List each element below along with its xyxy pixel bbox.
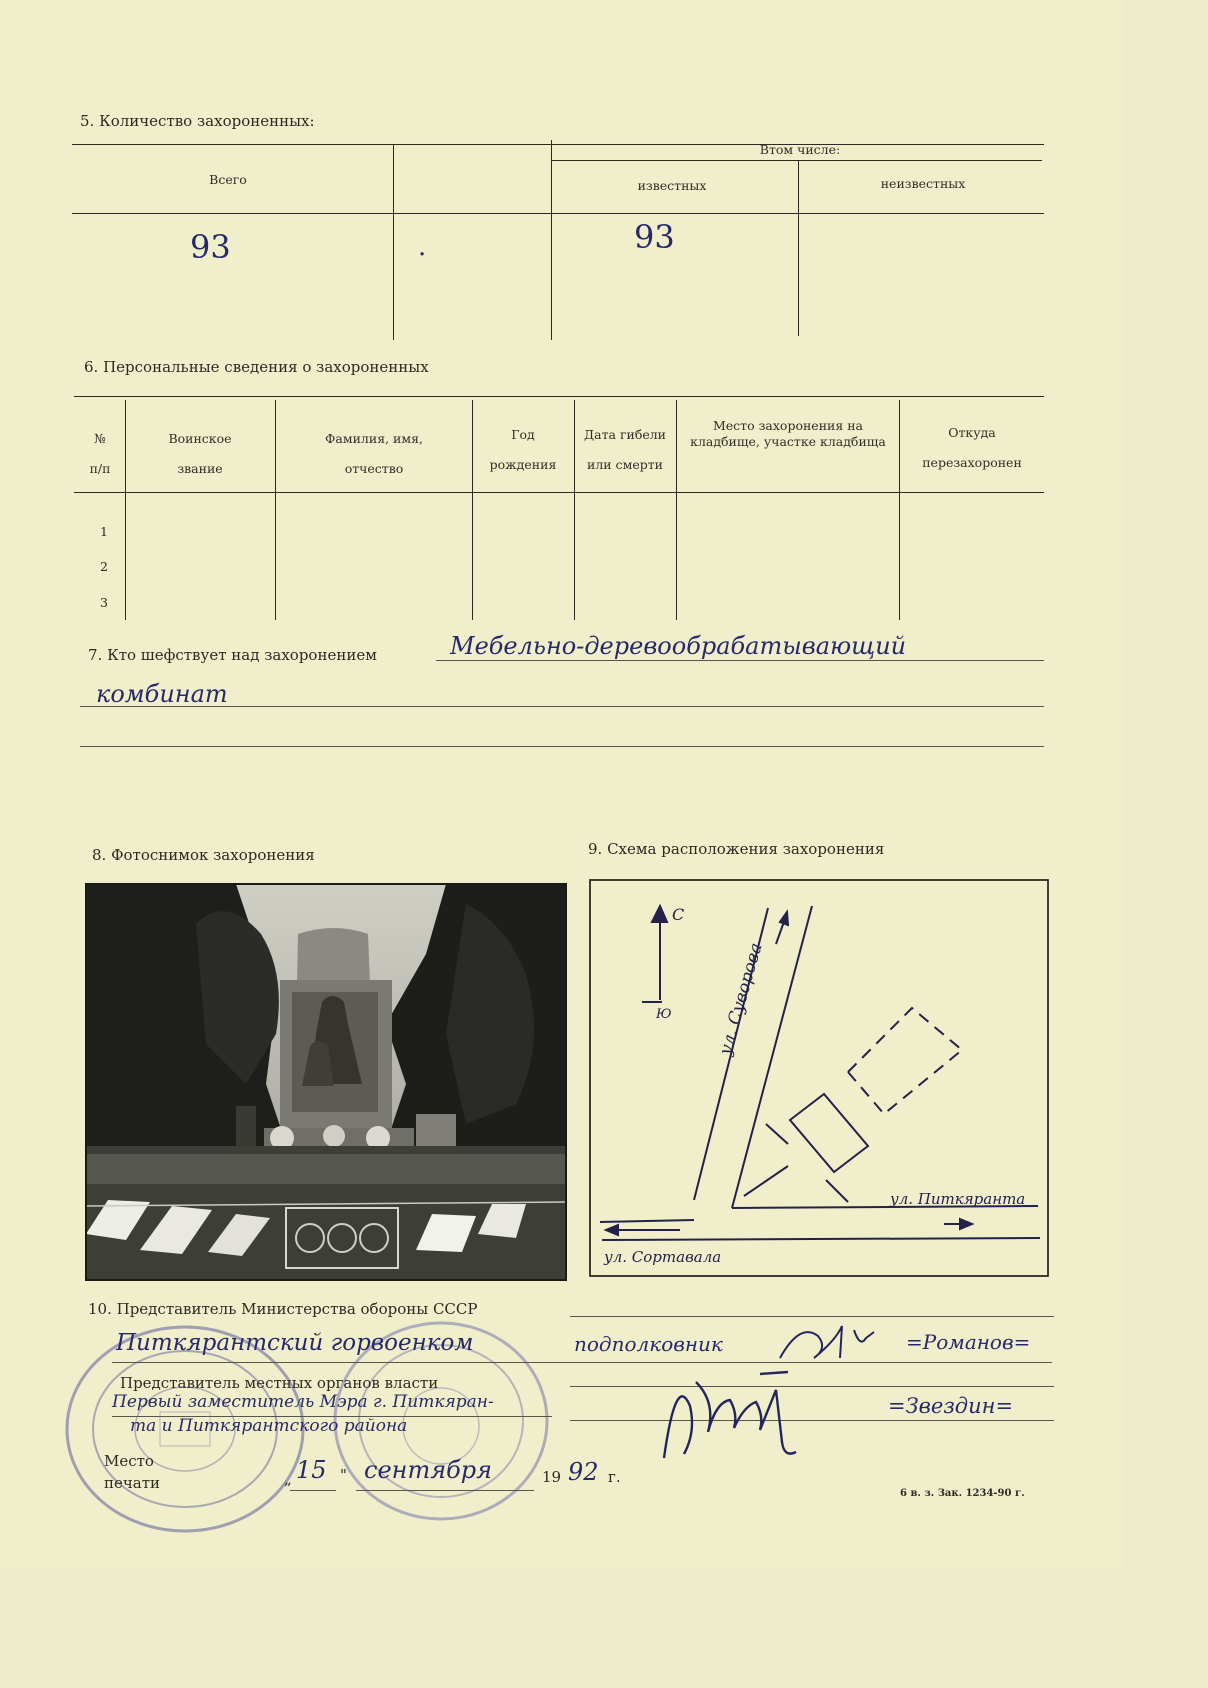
- header-name: Фамилия, имя, отчество: [325, 431, 423, 476]
- mo-organization: Питкярантский горвоенком: [116, 1330, 474, 1356]
- patron-organization-cont: комбинат: [96, 680, 228, 708]
- header-reburied-from: Откуда перезахоронен: [922, 425, 1022, 470]
- col-unknown-header: неизвестных: [880, 176, 966, 191]
- table6-divider: [676, 400, 677, 620]
- mo-signature: [770, 1318, 890, 1368]
- patron-organization: Мебельно-деревообрабатывающий: [450, 632, 907, 660]
- row-number: 1: [100, 524, 108, 539]
- mo-representative-name: =Романов=: [906, 1330, 1031, 1354]
- table6-divider: [275, 400, 276, 620]
- section6-title: 6. Персональные сведения о захороненных: [84, 358, 429, 376]
- value-known: 93: [634, 218, 675, 256]
- date-year-prefix: 19: [542, 1468, 562, 1486]
- signature-line: [112, 1362, 1052, 1363]
- table5-header-bottom: [72, 213, 1044, 214]
- table6-divider: [574, 400, 575, 620]
- street-pitkyaranta-label: ул. Питкяранта: [890, 1190, 1026, 1208]
- south-label: Ю: [656, 1007, 672, 1022]
- north-label: С: [672, 905, 685, 924]
- date-year-suffix: 92: [568, 1458, 599, 1486]
- table6-divider: [899, 400, 900, 620]
- mo-rank: подполковник: [574, 1332, 723, 1356]
- row-number: 3: [100, 595, 108, 610]
- memorial-photo: [86, 884, 566, 1280]
- row-number: 2: [100, 559, 108, 574]
- header-birth-year: Год рождения: [489, 427, 557, 472]
- table5-divider: [798, 160, 799, 336]
- col-including-header: Втом числе:: [759, 142, 841, 157]
- local-rep-position-cont: та и Питкярантского района: [130, 1416, 408, 1436]
- section5-title: 5. Количество захороненных:: [80, 112, 315, 130]
- table6-divider: [125, 400, 126, 620]
- stamp-label: печати: [104, 1474, 161, 1492]
- date-day-line: [290, 1490, 336, 1491]
- table5-divider: [393, 144, 394, 340]
- table5-divider: [551, 140, 552, 340]
- local-rep-position: Первый заместитель Мэра г. Питкяран-: [112, 1392, 494, 1412]
- date-day: 15: [296, 1456, 327, 1484]
- date-month: сентября: [364, 1456, 493, 1484]
- local-rep-signature: [656, 1362, 816, 1470]
- location-scheme: [590, 878, 1050, 1278]
- header-rank: Воинское звание: [168, 431, 232, 476]
- print-code: 6 в. з. Зак. 1234-90 г.: [900, 1488, 1025, 1499]
- section9-title: 9. Схема расположения захоронения: [588, 840, 885, 858]
- place-label: Место: [104, 1452, 154, 1470]
- street-suvorova-label: ул. Суворова: [715, 940, 767, 1058]
- date-quote-close: ": [340, 1466, 347, 1484]
- col-total-header: Всего: [209, 172, 247, 187]
- table5-subheader-line: [552, 160, 1042, 161]
- section7-answer-line: [436, 660, 1044, 661]
- date-suffix: г.: [608, 1468, 621, 1486]
- signature-line: [570, 1316, 1054, 1317]
- header-death-date: Дата гибели или смерти: [583, 427, 667, 472]
- section7-label: 7. Кто шефствует над захоронением: [88, 646, 377, 664]
- street-sortavala-label: ул. Сортавала: [604, 1248, 722, 1266]
- local-representative-name: =Звездин=: [888, 1394, 1014, 1418]
- col-known-header: известных: [637, 178, 707, 193]
- date-quote-open: „: [284, 1470, 292, 1488]
- header-burial-place: Место захоронения на кладбище, участке кладбища: [690, 418, 886, 450]
- table5-top-border: [72, 144, 1044, 145]
- value-total: 93: [190, 228, 231, 266]
- date-month-line: [356, 1490, 534, 1491]
- table6-divider: [472, 400, 473, 620]
- header-number: № п/п: [89, 431, 111, 476]
- table6-top-border: [74, 396, 1044, 397]
- section10-label: 10. Представитель Министерства обороны СССР: [88, 1300, 478, 1318]
- section7-answer-line: [80, 746, 1044, 747]
- value-middle-mark: ·: [418, 240, 427, 270]
- section8-title: 8. Фотоснимок захоронения: [92, 846, 315, 864]
- local-authority-label: Представитель местных органов власти: [120, 1374, 439, 1392]
